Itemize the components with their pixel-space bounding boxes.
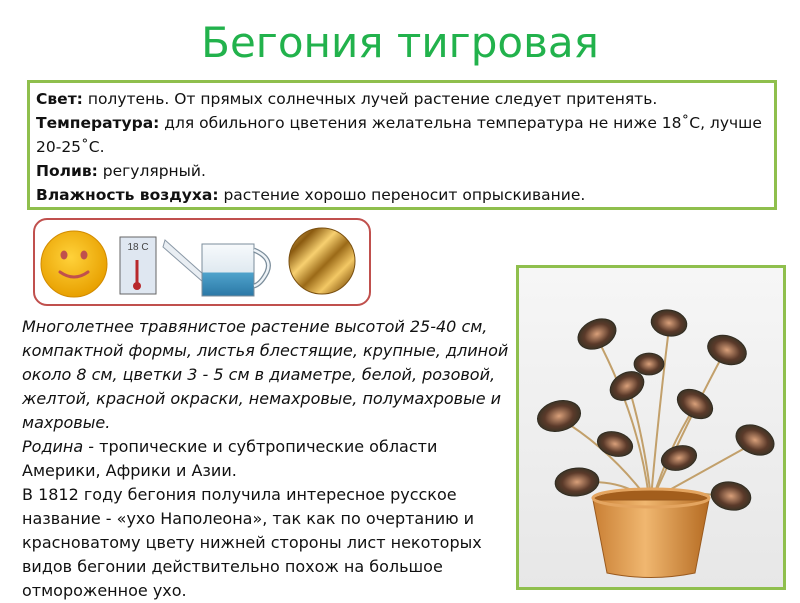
- page-title: Бегония тигровая: [201, 18, 599, 67]
- thermometer-icon: [120, 237, 156, 294]
- plant-description: [22, 315, 517, 603]
- sun-icon: [41, 231, 107, 297]
- care-icons-svg: [35, 220, 373, 308]
- begonia-illustration: [519, 268, 783, 587]
- watering-can-icon: [163, 240, 268, 296]
- thermometer-label: 18 C: [127, 242, 149, 253]
- history-text: В 1812 году бегония получила интересное русское название - «ухо Наполеона», так как по очертанию и красноватому цвету нижней стороны лист некоторых видов бегонии действительно похож на большое отмороженное ухо.: [22, 485, 482, 600]
- care-light: Свет: полутень. От прямых солнечных лучей растение следует притенять.: [36, 90, 658, 108]
- care-temperature: Температура: для обильного цветения желательна температура не ниже 18˚С, лучше 20-25˚С.: [36, 114, 762, 156]
- description-italic: Многолетнее травянистое растение высотой 25-40 см, компактной формы, листья блестящие, крупные, длиной около 8 см, цветки 3 - 5 см в диаметре, белой, розовой, желтой, красной окраски, немахровые, полумахровые и махровые.: [22, 317, 509, 432]
- care-info-box: [27, 80, 777, 210]
- care-watering: Полив: регулярный.: [36, 162, 206, 180]
- pot: [593, 489, 709, 578]
- care-humidity: Влажность воздуха: растение хорошо переносит опрыскивание.: [36, 186, 586, 204]
- begonia-photo: [516, 265, 786, 590]
- care-icons-panel: [33, 218, 371, 306]
- gold-disc-icon: [289, 228, 355, 294]
- homeland-label: Родина: [22, 437, 84, 456]
- homeland-text: - тропические и субтропические области Америки, Африки и Азии.: [22, 437, 438, 480]
